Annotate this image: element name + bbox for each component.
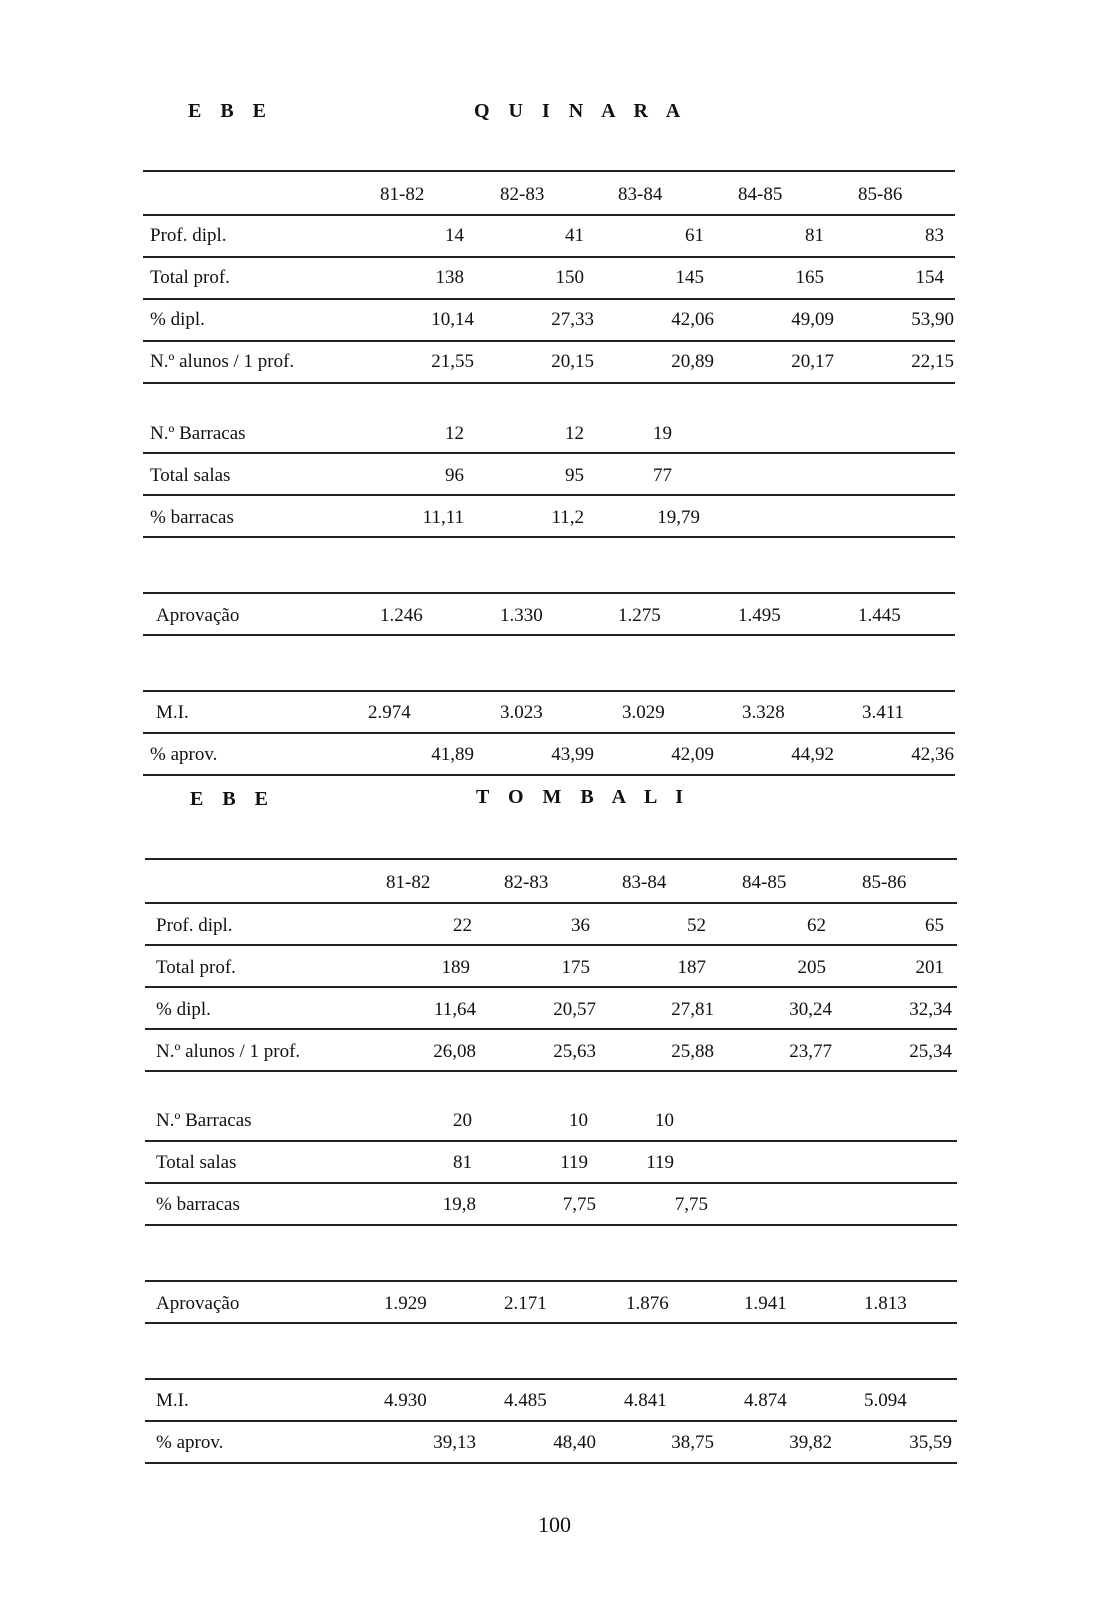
cell: 48,40 bbox=[553, 1432, 596, 1453]
rule bbox=[143, 494, 955, 496]
cell: 2.171 bbox=[504, 1293, 547, 1314]
row-label: % dipl. bbox=[150, 309, 205, 330]
cell: 20 bbox=[453, 1110, 472, 1131]
cell: 81 bbox=[805, 225, 824, 246]
page-number: 100 bbox=[538, 1512, 571, 1537]
table-row bbox=[0, 1283, 1109, 1323]
cell: 1.876 bbox=[626, 1293, 669, 1314]
rule bbox=[145, 1224, 957, 1226]
cell: 44,92 bbox=[791, 744, 834, 765]
cell: 39,82 bbox=[789, 1432, 832, 1453]
cell: 11,2 bbox=[551, 507, 584, 528]
cell: 150 bbox=[555, 267, 584, 288]
table-row bbox=[0, 413, 1109, 453]
row-label: Total salas bbox=[150, 465, 231, 486]
cell: 32,34 bbox=[909, 999, 952, 1020]
table-row bbox=[0, 299, 1109, 339]
cell: 25,34 bbox=[909, 1041, 952, 1062]
cell: 138 bbox=[435, 267, 464, 288]
cell: 42,09 bbox=[671, 744, 714, 765]
table-row bbox=[0, 905, 1109, 945]
cell: 25,88 bbox=[671, 1041, 714, 1062]
row-label: % aprov. bbox=[156, 1432, 224, 1453]
cell: 154 bbox=[915, 267, 944, 288]
rule bbox=[145, 1280, 957, 1282]
year-label: 83-84 bbox=[622, 872, 667, 893]
year-label: 83-84 bbox=[618, 184, 663, 205]
cell: 43,99 bbox=[551, 744, 594, 765]
rule bbox=[143, 382, 955, 384]
cell: 83 bbox=[925, 225, 944, 246]
quinara-year-header bbox=[0, 174, 1109, 214]
year-label: 81-82 bbox=[380, 184, 425, 205]
table-row bbox=[0, 1184, 1109, 1224]
row-label: N.º alunos / 1 prof. bbox=[156, 1041, 301, 1062]
table-row bbox=[0, 1100, 1109, 1140]
row-label: N.º Barracas bbox=[156, 1110, 252, 1131]
rule bbox=[143, 170, 955, 172]
cell: 35,59 bbox=[909, 1432, 952, 1453]
row-label: N.º Barracas bbox=[150, 423, 246, 444]
cell: 11,64 bbox=[433, 999, 476, 1020]
row-label: Aprovação bbox=[156, 1293, 240, 1314]
cell: 42,36 bbox=[911, 744, 954, 765]
table-row bbox=[0, 947, 1109, 987]
year-label: 84-85 bbox=[738, 184, 783, 205]
cell: 20,57 bbox=[553, 999, 596, 1020]
cell: 96 bbox=[445, 465, 464, 486]
row-label: Total prof. bbox=[150, 267, 230, 288]
rule bbox=[145, 1322, 957, 1324]
cell: 19,79 bbox=[657, 507, 700, 528]
row-label: Total prof. bbox=[156, 957, 236, 978]
cell: 12 bbox=[445, 423, 464, 444]
cell: 20,89 bbox=[671, 351, 714, 372]
cell: 20,17 bbox=[791, 351, 834, 372]
year-label: 81-82 bbox=[386, 872, 431, 893]
cell: 30,24 bbox=[789, 999, 832, 1020]
cell: 201 bbox=[915, 957, 944, 978]
table-row bbox=[0, 455, 1109, 495]
cell: 187 bbox=[677, 957, 706, 978]
row-label: N.º alunos / 1 prof. bbox=[150, 351, 295, 372]
rule bbox=[143, 634, 955, 636]
cell: 4.874 bbox=[744, 1390, 787, 1411]
cell: 1.330 bbox=[500, 605, 543, 626]
table-row bbox=[0, 989, 1109, 1029]
rule bbox=[145, 1462, 957, 1464]
cell: 19 bbox=[653, 423, 672, 444]
cell: 65 bbox=[925, 915, 944, 936]
cell: 10 bbox=[569, 1110, 588, 1131]
quinara-ebe-label: E B E bbox=[188, 100, 274, 122]
rule bbox=[143, 452, 955, 454]
table-row bbox=[0, 257, 1109, 297]
row-label: Total salas bbox=[156, 1152, 237, 1173]
cell: 12 bbox=[565, 423, 584, 444]
cell: 1.813 bbox=[864, 1293, 907, 1314]
cell: 1.929 bbox=[384, 1293, 427, 1314]
tombali-year-header bbox=[0, 862, 1109, 902]
cell: 4.841 bbox=[624, 1390, 667, 1411]
cell: 81 bbox=[453, 1152, 472, 1173]
tombali-ebe-label: E B E bbox=[190, 788, 276, 810]
rule bbox=[143, 536, 955, 538]
rule bbox=[145, 1070, 957, 1072]
cell: 22,15 bbox=[911, 351, 954, 372]
cell: 189 bbox=[441, 957, 470, 978]
cell: 3.029 bbox=[622, 702, 665, 723]
row-label: % barracas bbox=[156, 1194, 240, 1215]
cell: 77 bbox=[653, 465, 672, 486]
cell: 20,15 bbox=[551, 351, 594, 372]
quinara-title: Q U I N A R A bbox=[474, 100, 688, 122]
cell: 38,75 bbox=[671, 1432, 714, 1453]
tombali-title: T O M B A L I bbox=[476, 786, 691, 808]
cell: 7,75 bbox=[674, 1194, 708, 1215]
cell: 22 bbox=[453, 915, 472, 936]
table-row bbox=[0, 1380, 1109, 1420]
cell: 41,89 bbox=[431, 744, 474, 765]
cell: 27,33 bbox=[551, 309, 594, 330]
rule bbox=[145, 858, 957, 860]
table-row bbox=[0, 692, 1109, 732]
cell: 145 bbox=[675, 267, 704, 288]
cell: 23,77 bbox=[789, 1041, 832, 1062]
table-row bbox=[0, 1422, 1109, 1462]
cell: 41 bbox=[565, 225, 584, 246]
cell: 19,8 bbox=[442, 1194, 476, 1215]
cell: 21,55 bbox=[431, 351, 474, 372]
cell: 36 bbox=[571, 915, 590, 936]
cell: 10,14 bbox=[431, 309, 474, 330]
rule bbox=[143, 592, 955, 594]
rule bbox=[145, 944, 957, 946]
cell: 1.495 bbox=[738, 605, 781, 626]
cell: 14 bbox=[445, 225, 464, 246]
year-label: 85-86 bbox=[858, 184, 903, 205]
rule bbox=[145, 1028, 957, 1030]
cell: 165 bbox=[795, 267, 824, 288]
cell: 1.275 bbox=[618, 605, 661, 626]
row-label: % aprov. bbox=[150, 744, 218, 765]
table-row bbox=[0, 1142, 1109, 1182]
rule bbox=[145, 902, 957, 904]
row-label: Prof. dipl. bbox=[156, 915, 233, 936]
cell: 2.974 bbox=[368, 702, 411, 723]
cell: 119 bbox=[646, 1152, 674, 1173]
cell: 39,13 bbox=[433, 1432, 476, 1453]
cell: 11,11 bbox=[422, 507, 464, 528]
row-label: Prof. dipl. bbox=[150, 225, 227, 246]
row-label: % barracas bbox=[150, 507, 234, 528]
rule bbox=[145, 986, 957, 988]
cell: 42,06 bbox=[671, 309, 714, 330]
cell: 52 bbox=[687, 915, 706, 936]
cell: 3.411 bbox=[862, 702, 905, 723]
cell: 1.445 bbox=[858, 605, 901, 626]
cell: 61 bbox=[685, 225, 704, 246]
row-label: M.I. bbox=[156, 1390, 189, 1411]
row-label: Aprovação bbox=[156, 605, 240, 626]
cell: 205 bbox=[797, 957, 826, 978]
year-label: 84-85 bbox=[742, 872, 787, 893]
cell: 3.023 bbox=[500, 702, 543, 723]
cell: 4.485 bbox=[504, 1390, 547, 1411]
cell: 53,90 bbox=[911, 309, 954, 330]
cell: 27,81 bbox=[671, 999, 714, 1020]
table-row bbox=[0, 215, 1109, 255]
cell: 25,63 bbox=[553, 1041, 596, 1062]
cell: 175 bbox=[561, 957, 590, 978]
cell: 49,09 bbox=[791, 309, 834, 330]
year-label: 82-83 bbox=[500, 184, 545, 205]
year-label: 85-86 bbox=[862, 872, 907, 893]
row-label: % dipl. bbox=[156, 999, 211, 1020]
cell: 1.246 bbox=[380, 605, 423, 626]
cell: 10 bbox=[655, 1110, 674, 1131]
cell: 5.094 bbox=[864, 1390, 907, 1411]
cell: 3.328 bbox=[742, 702, 785, 723]
table-row bbox=[0, 1031, 1109, 1071]
cell: 1.941 bbox=[744, 1293, 787, 1314]
table-row bbox=[0, 497, 1109, 537]
cell: 62 bbox=[807, 915, 826, 936]
cell: 26,08 bbox=[433, 1041, 476, 1062]
cell: 119 bbox=[560, 1152, 588, 1173]
table-row bbox=[0, 341, 1109, 381]
row-label: M.I. bbox=[156, 702, 189, 723]
cell: 7,75 bbox=[562, 1194, 596, 1215]
rule bbox=[143, 774, 955, 776]
year-label: 82-83 bbox=[504, 872, 549, 893]
table-row bbox=[0, 595, 1109, 635]
cell: 95 bbox=[565, 465, 584, 486]
cell: 4.930 bbox=[384, 1390, 427, 1411]
table-row bbox=[0, 734, 1109, 774]
